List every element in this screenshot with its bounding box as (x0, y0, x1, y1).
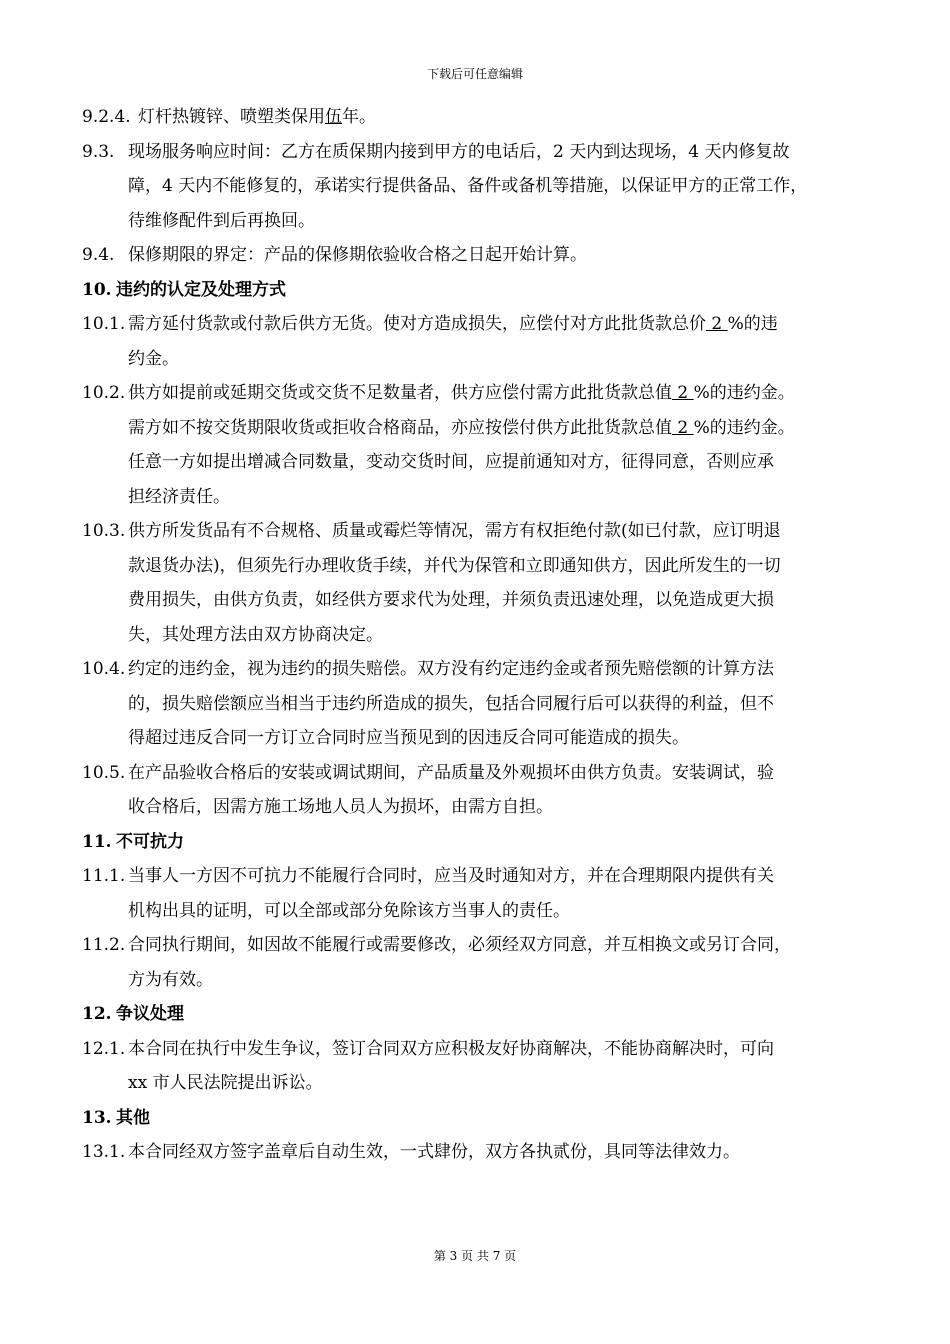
clause-text (128, 238, 882, 273)
clause-number: 11.2. (82, 935, 126, 955)
clause-text (128, 307, 882, 376)
section-title: 其他 (116, 1107, 150, 1128)
section-number: 11. (82, 831, 112, 852)
clause-text (128, 514, 882, 652)
clause (82, 652, 882, 756)
clause (82, 756, 882, 825)
fill-in-value: 2 (672, 383, 694, 403)
clause (82, 1135, 882, 1170)
clause (82, 376, 882, 514)
section-number: 12. (82, 1004, 112, 1024)
clause (82, 514, 882, 652)
fill-in-value: 伍 (325, 107, 342, 127)
clause-line: 担经济责任。 (128, 486, 230, 507)
clause-number: 13.1. (82, 1142, 126, 1162)
clause-line: 供方所发货品有不合规格、质量或霉烂等情况，需方有权拒绝付款(如已付款，应订明退 (128, 521, 781, 541)
section-number: 13. (82, 1107, 112, 1128)
clause-number: 9.2.4. (82, 107, 131, 127)
clause-text (128, 1032, 882, 1101)
clause-line: 费用损失，由供方负责，如经供方要求代为处理，并须负责迅速处理，以免造成更大损 (128, 590, 774, 610)
fill-in-value: 2 (706, 314, 728, 334)
clause-number: 10.2. (82, 383, 126, 403)
clause (82, 859, 882, 928)
clause (82, 1032, 882, 1101)
clause-text (128, 376, 882, 514)
clause-text (128, 652, 882, 756)
clause-text (128, 1135, 882, 1170)
clause-line: 障，4 天内不能修复的，承诺实行提供备品、备件或备机等措施，以保证甲方的正常工作， (128, 176, 808, 196)
clause-number: 10.3. (82, 521, 126, 541)
section-number: 10. (82, 279, 112, 300)
clause-line: 约定的违约金，视为违约的损失赔偿。双方没有约定违约金或者预先赔偿额的计算方法 (128, 659, 774, 679)
fill-in-value: 2 (672, 417, 694, 438)
page-header: 下载后可任意编辑 (426, 67, 523, 81)
page-footer: 第 3 页 共 7 页 (433, 1249, 517, 1263)
clause-number: 11.1. (82, 866, 126, 886)
clause-line: 保修期限的界定：产品的保修期依验收合格之日起开始计算。 (128, 245, 587, 265)
clause-text (128, 928, 882, 997)
document-body (82, 100, 882, 1170)
clause (82, 135, 882, 239)
clause-text (138, 100, 882, 135)
clause-text (128, 756, 882, 825)
clause (82, 100, 882, 135)
clause-line: 得超过违反合同一方订立合同时应当预见到的因违反合同可能造成的损失。 (128, 728, 689, 748)
clause (82, 307, 882, 376)
clause-number: 10.5. (82, 762, 126, 783)
clause-line: 灯杆热镀锌、喷塑类保用伍年。 (138, 107, 376, 127)
clause-number: 9.3. (82, 141, 115, 162)
section-title: 不可抗力 (116, 831, 184, 852)
clause-text (128, 135, 882, 239)
clause-line: 本合同经双方签字盖章后自动生效，一式肆份，双方各执贰份，具同等法律效力。 (128, 1142, 740, 1162)
clause-number: 12.1. (82, 1038, 126, 1059)
clause-line: 当事人一方因不可抗力不能履行合同时，应当及时通知对方，并在合理期限内提供有关 (128, 866, 774, 886)
clause-line: xx 市人民法院提出诉讼。 (128, 1073, 323, 1093)
clause-line: 需方延付货款或付款后供方无货。使对方造成损失，应偿付对方此批货款总价 2 %的违 (128, 314, 778, 334)
clause-number: 10.1. (82, 314, 126, 334)
clause-line: 失，其处理方法由双方协商决定。 (128, 624, 383, 645)
clause-line: 约金。 (128, 348, 179, 369)
clause-text (128, 859, 882, 928)
clause-line: 现场服务响应时间：乙方在质保期内接到甲方的电话后，2 天内到达现场，4 天内修复故 (128, 141, 790, 162)
section-heading (82, 1101, 882, 1136)
clause-line: 款退货办法)，但须先行办理收货手续，并代为保管和立即通知供方，因此所发生的一切 (128, 555, 781, 576)
clause (82, 238, 882, 273)
section-heading (82, 997, 882, 1032)
section-title: 争议处理 (116, 1004, 184, 1024)
clause-line: 本合同在执行中发生争议，签订合同双方应积极友好协商解决，不能协商解决时，可向 (128, 1038, 774, 1059)
section-heading (82, 273, 882, 308)
clause-line: 的，损失赔偿额应当相当于违约所造成的损失，包括合同履行后可以获得的利益，但不 (128, 693, 774, 714)
clause-line: 供方如提前或延期交货或交货不足数量者，供方应偿付需方此批货款总值 2 %的违约金。 (128, 383, 795, 403)
clause-line: 收合格后，因需方施工场地人员人为损坏，由需方自担。 (128, 797, 553, 817)
clause-line: 任意一方如提出增减合同数量，变动交货时间，应提前通知对方，征得同意，否则应承 (128, 452, 774, 472)
clause (82, 928, 882, 997)
clause-line: 待维修配件到后再换回。 (128, 210, 315, 231)
clause-line: 在产品验收合格后的安装或调试期间，产品质量及外观损坏由供方负责。安装调试，验 (128, 762, 774, 783)
section-title: 违约的认定及处理方式 (116, 279, 286, 300)
clause-number: 10.4. (82, 659, 126, 679)
clause-line: 合同执行期间，如因故不能履行或需要修改，必须经双方同意，并互相换文或另订合同， (128, 935, 791, 955)
clause-line: 方为有效。 (128, 969, 213, 990)
clause-line: 机构出具的证明，可以全部或部分免除该方当事人的责任。 (128, 900, 570, 921)
clause-line: 需方如不按交货期限收货或拒收合格商品，亦应按偿付供方此批货款总值 2 %的违约金。 (128, 417, 795, 438)
clause-number: 9.4. (82, 245, 115, 265)
section-heading (82, 825, 882, 860)
